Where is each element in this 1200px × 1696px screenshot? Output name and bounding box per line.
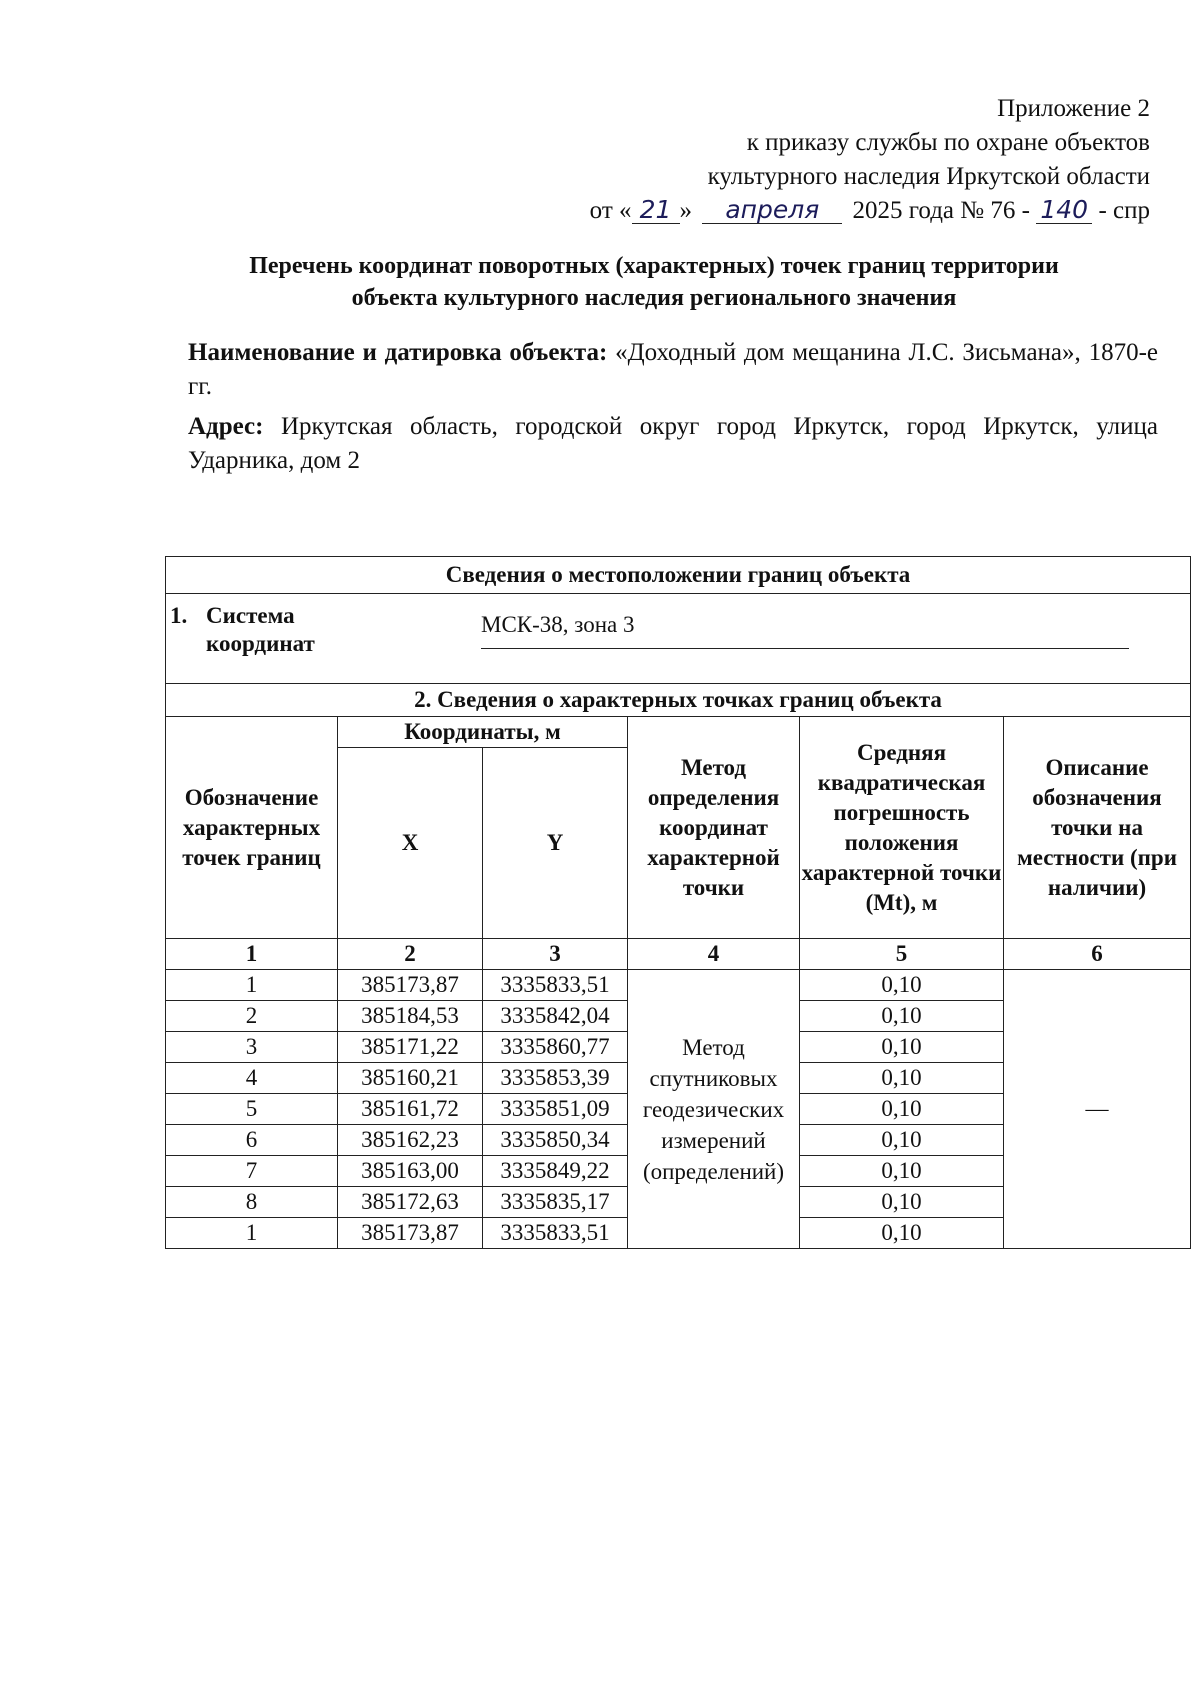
- coord-x: 385184,53: [338, 1001, 483, 1032]
- mt-value: 0,10: [800, 1032, 1004, 1063]
- object-address-label: Адрес:: [188, 413, 264, 440]
- date-prefix: от «: [589, 197, 632, 224]
- mt-value: 0,10: [800, 1125, 1004, 1156]
- column-number-2: 2: [338, 939, 483, 970]
- mt-value: 0,10: [800, 1001, 1004, 1032]
- description-cell: —: [1004, 970, 1191, 1249]
- object-address-paragraph: [188, 410, 1158, 478]
- coord-y: 3335833,51: [483, 970, 628, 1001]
- document-title: [150, 250, 1158, 314]
- coord-system-number: 1.: [170, 603, 188, 628]
- column-number-3: 3: [483, 939, 628, 970]
- header-point: Обозначение характерных точек границ: [166, 717, 338, 939]
- coord-x: 385172,63: [338, 1187, 483, 1218]
- point-id: 7: [166, 1156, 338, 1187]
- method-cell: Метод спутниковых геодезических измерений (определений): [628, 970, 800, 1249]
- point-id: 5: [166, 1094, 338, 1125]
- order-suffix: - спр: [1098, 197, 1150, 224]
- table-row: [166, 970, 1191, 1001]
- coord-y: 3335849,22: [483, 1156, 628, 1187]
- column-number-4: 4: [628, 939, 800, 970]
- handwritten-order-number: 140: [1036, 197, 1092, 224]
- appendix-agency-line: культурного наследия Иркутской области: [707, 163, 1150, 190]
- mt-value: 0,10: [800, 970, 1004, 1001]
- mt-value: 0,10: [800, 1156, 1004, 1187]
- header-y: Y: [483, 748, 628, 939]
- object-address-value: Иркутская область, городской округ город Иркутск, город Иркутск, улица Ударника, дом 2: [188, 413, 1158, 474]
- mt-value: 0,10: [800, 1094, 1004, 1125]
- coord-x: 385161,72: [338, 1094, 483, 1125]
- coord-x: 385163,00: [338, 1156, 483, 1187]
- coord-x: 385171,22: [338, 1032, 483, 1063]
- date-mid: »: [679, 197, 693, 224]
- column-number-1: 1: [166, 939, 338, 970]
- header-coords: Координаты, м: [338, 717, 628, 748]
- column-number-6: 6: [1004, 939, 1191, 970]
- coord-y: 3335833,51: [483, 1218, 628, 1249]
- coord-system-underline: [481, 648, 1129, 649]
- coord-x: 385173,87: [338, 970, 483, 1001]
- header-description: Описание обозначения точки на местности (при наличии): [1004, 717, 1191, 939]
- appendix-header: [590, 92, 1150, 228]
- object-name-value: «Доходный дом мещанина Л.С. Зисьмана», 1870-е гг.: [188, 339, 1158, 400]
- mt-value: 0,10: [800, 1187, 1004, 1218]
- object-name-paragraph: [188, 336, 1158, 404]
- mt-value: 0,10: [800, 1063, 1004, 1094]
- point-id: 3: [166, 1032, 338, 1063]
- point-id: 1: [166, 1218, 338, 1249]
- coord-system-label: [170, 602, 346, 658]
- coord-x: 385173,87: [338, 1218, 483, 1249]
- point-id: 1: [166, 970, 338, 1001]
- point-id: 6: [166, 1125, 338, 1156]
- title-line-1: Перечень координат поворотных (характерных) точек границ территории: [249, 253, 1059, 279]
- point-id: 8: [166, 1187, 338, 1218]
- coord-y: 3335842,04: [483, 1001, 628, 1032]
- coord-y: 3335850,34: [483, 1125, 628, 1156]
- coord-y: 3335851,09: [483, 1094, 628, 1125]
- section1-title: Сведения о местоположении границ объекта: [166, 557, 1191, 594]
- title-line-2: объекта культурного наследия регионального значения: [351, 285, 957, 311]
- coord-y: 3335835,17: [483, 1187, 628, 1218]
- appendix-date-line: [590, 194, 1150, 228]
- coord-x: 385160,21: [338, 1063, 483, 1094]
- coord-system-label-text: Система координат: [206, 603, 315, 656]
- coord-system-value: МСК-38, зона 3: [481, 612, 635, 637]
- point-id: 2: [166, 1001, 338, 1032]
- section2-title: 2. Сведения о характерных точках границ объекта: [166, 684, 1191, 717]
- appendix-order-line: к приказу службы по охране объектов: [746, 129, 1150, 156]
- object-info: [188, 336, 1158, 484]
- header-method: Метод определения координат характерной точки: [628, 717, 800, 939]
- year-text: 2025 года № 76 -: [852, 197, 1030, 224]
- mt-value: 0,10: [800, 1218, 1004, 1249]
- handwritten-month: апреля: [702, 197, 842, 224]
- handwritten-day: 21: [632, 197, 680, 224]
- object-name-label: Наименование и датировка объекта:: [188, 339, 608, 366]
- coord-x: 385162,23: [338, 1125, 483, 1156]
- column-number-row: [166, 939, 1191, 970]
- coord-y: 3335860,77: [483, 1032, 628, 1063]
- header-error: Средняя квадратическая погрешность положения характерной точки (Mt), м: [800, 717, 1004, 939]
- header-x: X: [338, 748, 483, 939]
- appendix-title: Приложение 2: [997, 95, 1150, 122]
- coord-system-row: [166, 594, 1191, 684]
- boundary-table: [165, 556, 1191, 1249]
- point-id: 4: [166, 1063, 338, 1094]
- column-number-5: 5: [800, 939, 1004, 970]
- coord-y: 3335853,39: [483, 1063, 628, 1094]
